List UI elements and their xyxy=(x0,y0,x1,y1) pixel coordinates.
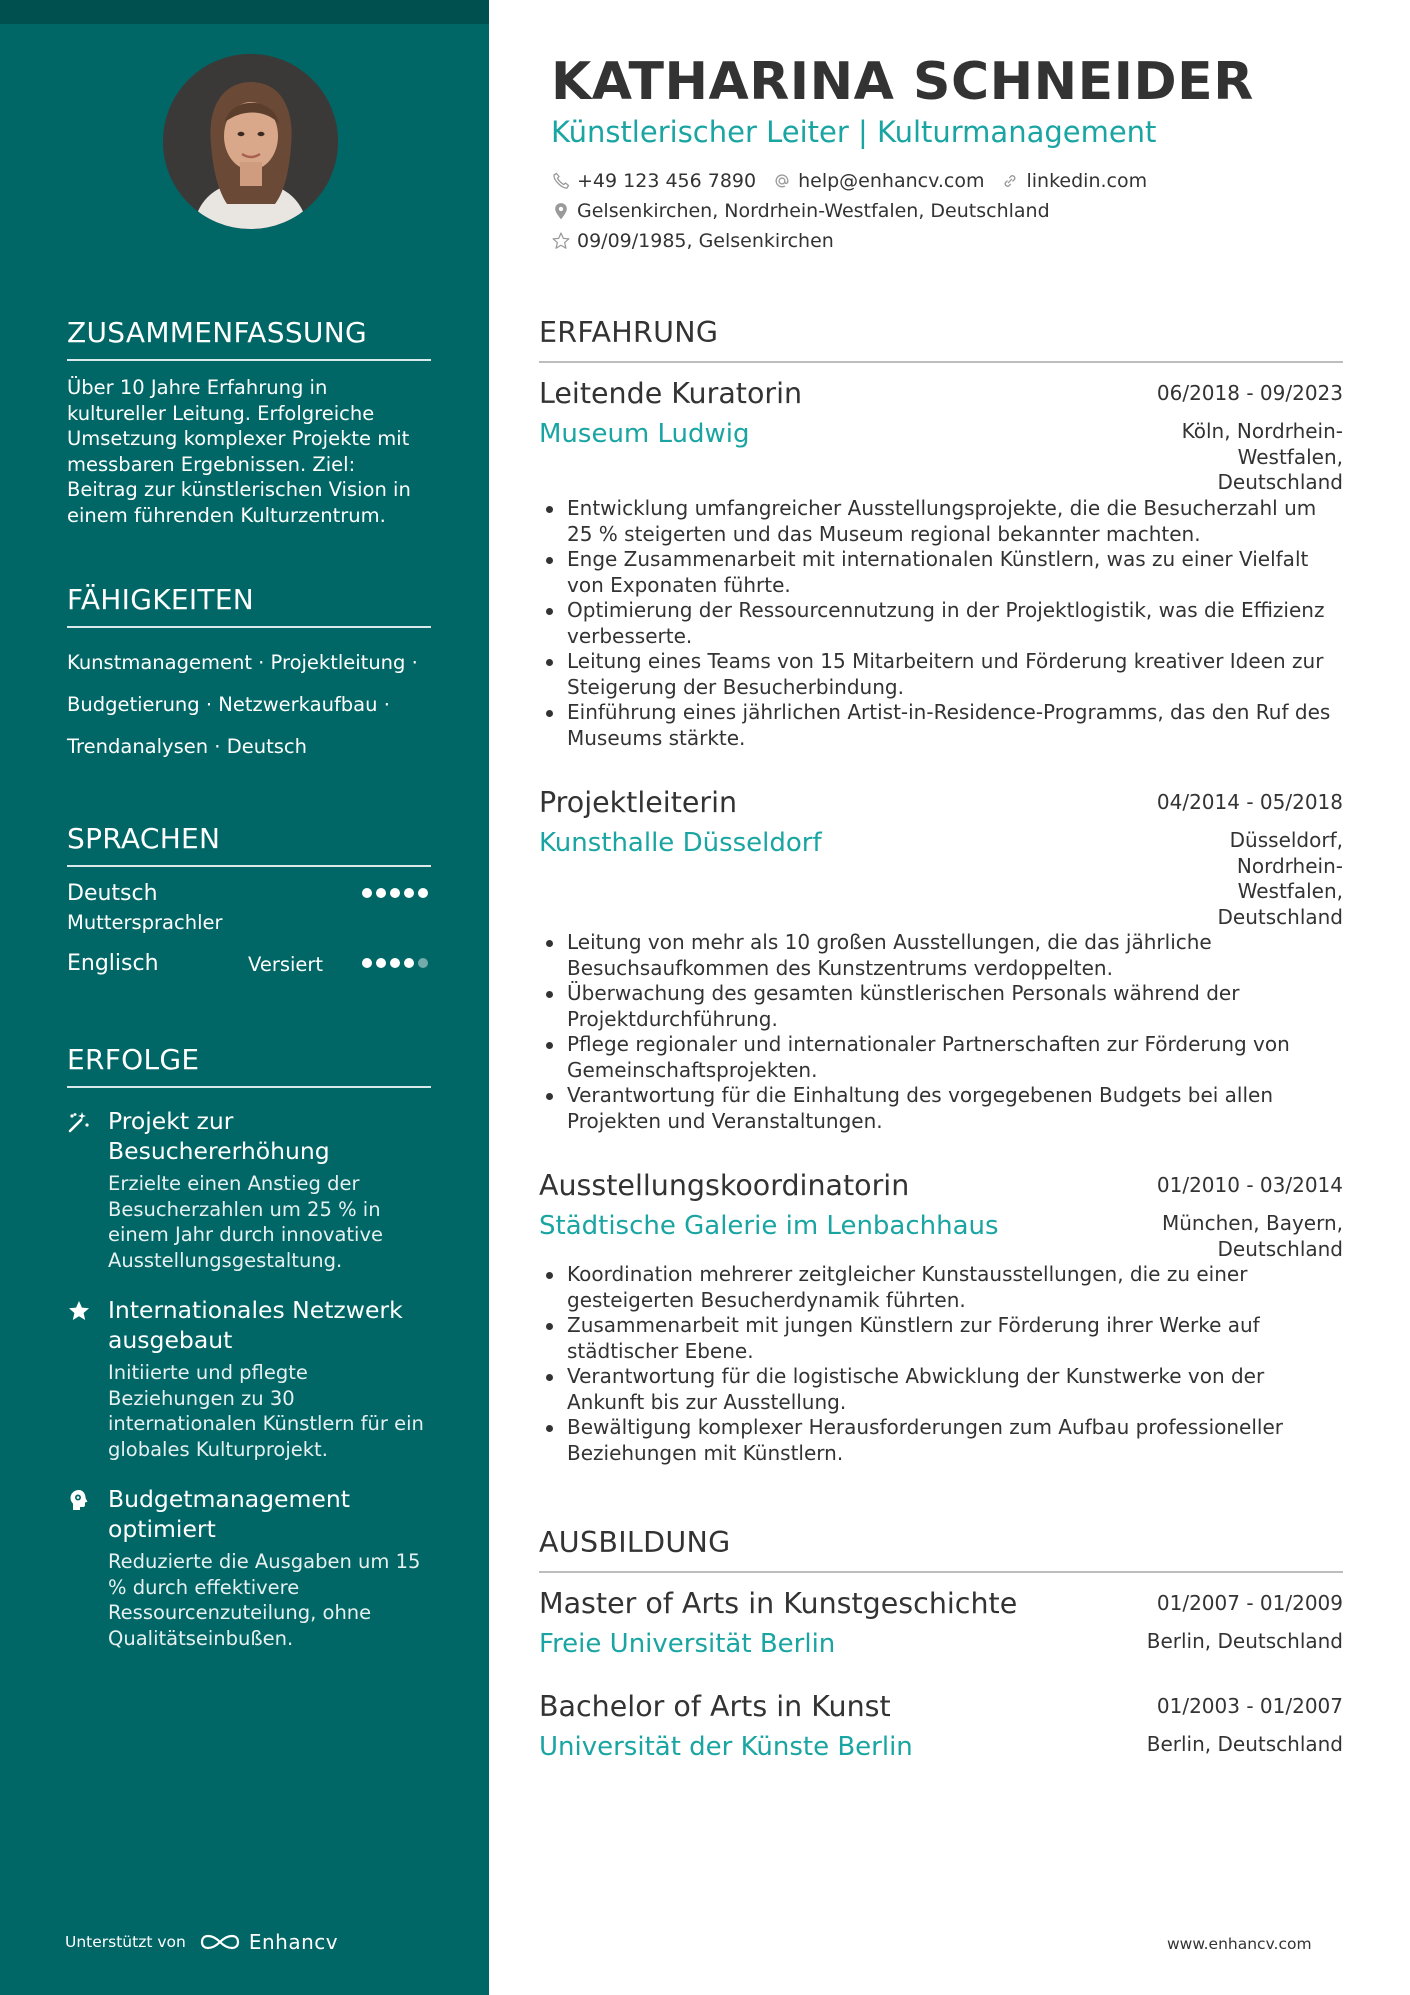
achievement-desc: Erzielte einen Anstieg der Besucherzahlen um 25 % in einem Jahr durch innovative Ausstellungsgestaltung. xyxy=(108,1172,383,1272)
avatar-portrait xyxy=(163,54,338,229)
skills-section xyxy=(67,583,431,768)
footer-website[interactable]: www.enhancv.com xyxy=(1167,1935,1312,1953)
job-entry xyxy=(539,1169,1343,1466)
job-header xyxy=(539,377,1343,419)
education-subheader xyxy=(539,1629,1343,1659)
location-line: Westfalen, xyxy=(1237,444,1343,469)
job-subheader xyxy=(539,1211,1343,1262)
link-icon xyxy=(1000,171,1020,191)
language-rating xyxy=(362,958,428,970)
achievement-desc: Reduzierte die Ausgaben um 15 % durch effektivere Ressourcenzuteilung, ohne Qualitätseinbußen. xyxy=(108,1550,421,1650)
language-item xyxy=(67,937,431,1007)
location-line: Köln, Nordrhein- xyxy=(1181,419,1343,443)
achievement-item xyxy=(67,1106,431,1273)
job-subheader xyxy=(539,828,1343,930)
location-text: Gelsenkirchen, Nordrhein-Westfalen, Deutschland xyxy=(577,200,1050,222)
location-line: Düsseldorf, xyxy=(1229,828,1343,852)
skills-heading: FÄHIGKEITEN xyxy=(67,583,431,628)
link-text[interactable]: linkedin.com xyxy=(1026,170,1148,192)
location-line: München, Bayern, xyxy=(1162,1211,1343,1235)
language-level: Muttersprachler xyxy=(67,911,223,934)
job-bullet: Verantwortung für die logistische Abwicklung der Kunstwerke von der Ankunft bis zur Ausstellung. xyxy=(539,1364,1343,1415)
achievements-section xyxy=(67,1043,431,1651)
enhancv-logo-icon xyxy=(198,1930,243,1954)
job-bullets xyxy=(539,1262,1343,1466)
job-bullet: Pflege regionaler und internationaler Partnerschaften zur Förderung von Gemeinschaftsprojekten. xyxy=(539,1032,1343,1083)
profile-photo xyxy=(163,54,338,229)
phone-icon xyxy=(551,171,571,191)
location-line: Nordrhein- xyxy=(1236,853,1343,878)
location-line: Deutschland xyxy=(1217,904,1343,929)
location-line: Deutschland xyxy=(1217,470,1343,494)
candidate-name: KATHARINA SCHNEIDER xyxy=(551,52,1254,112)
education-heading: AUSBILDUNG xyxy=(539,1526,1343,1573)
job-dates: 04/2014 - 05/2018 xyxy=(1156,790,1343,814)
job-entry xyxy=(539,786,1343,1134)
job-bullet: Einführung eines jährlichen Artist-in-Residence-Programms, das den Ruf des Museums stärkte. xyxy=(539,700,1343,751)
job-header xyxy=(539,1169,1343,1211)
job-company: Städtische Galerie im Lenbachhaus xyxy=(539,1211,999,1241)
rating-dot xyxy=(418,888,428,898)
language-rating xyxy=(362,888,428,900)
job-role: Ausstellungskoordinatorin xyxy=(539,1169,910,1202)
job-bullet: Bewältigung komplexer Herausforderungen zum Aufbau professioneller Beziehungen mit Künstlern. xyxy=(539,1415,1343,1466)
magic-wand-icon xyxy=(67,1110,91,1134)
rating-dot xyxy=(404,888,414,898)
star-icon xyxy=(67,1299,91,1323)
job-dates: 06/2018 - 09/2023 xyxy=(1156,381,1343,405)
head-brain-icon xyxy=(67,1488,91,1512)
job-entry xyxy=(539,377,1343,751)
education-location: Berlin, Deutschland xyxy=(1146,1732,1343,1756)
job-bullet: Koordination mehrerer zeitgleicher Kunstausstellungen, die zu einer gesteigerten Besucherdynamik führten. xyxy=(539,1262,1343,1313)
candidate-title: Künstlerischer Leiter | Kulturmanagement xyxy=(551,115,1157,149)
location-pin-icon xyxy=(551,201,571,221)
languages-heading: SPRACHEN xyxy=(67,822,431,867)
sidebar-top-band xyxy=(0,0,489,24)
job-location xyxy=(1162,1211,1343,1262)
experience-heading: ERFAHRUNG xyxy=(539,316,1343,363)
contact-email[interactable] xyxy=(772,170,984,192)
education-subheader xyxy=(539,1732,1343,1762)
education-degree: Bachelor of Arts in Kunst xyxy=(539,1690,891,1723)
birth-text: 09/09/1985, Gelsenkirchen xyxy=(577,230,834,252)
job-location xyxy=(1218,828,1344,930)
contact-phone xyxy=(551,170,756,192)
achievement-item xyxy=(67,1484,431,1651)
sidebar xyxy=(0,0,489,1995)
job-bullet: Überwachung des gesamten künstlerischen Personals während der Projektdurchführung. xyxy=(539,981,1343,1032)
rating-dot xyxy=(390,888,400,898)
powered-by xyxy=(65,1930,338,1954)
job-bullets xyxy=(539,930,1343,1134)
location-line: Deutschland xyxy=(1217,1236,1343,1261)
email-text[interactable]: help@enhancv.com xyxy=(798,170,985,192)
achievement-item xyxy=(67,1295,431,1462)
rating-dot xyxy=(362,958,372,968)
job-bullet: Optimierung der Ressourcennutzung in der Projektlogistik, was die Effizienz verbesserte. xyxy=(539,598,1343,649)
job-bullet: Leitung von mehr als 10 großen Ausstellungen, die das jährliche Besuchsaufkommen des Kunstzentrums verdoppelten. xyxy=(539,930,1343,981)
job-role: Projektleiterin xyxy=(539,786,738,819)
job-bullet: Leitung eines Teams von 15 Mitarbeitern und Förderung kreativer Ideen zur Steigerung der Besucherbindung. xyxy=(539,649,1343,700)
education-degree: Master of Arts in Kunstgeschichte xyxy=(539,1587,1018,1620)
education-location: Berlin, Deutschland xyxy=(1146,1629,1343,1653)
rating-dot xyxy=(376,888,386,898)
summary-text: Über 10 Jahre Erfahrung in kultureller Leitung. Erfolgreiche Umsetzung komplexer Projekte mit messbaren Ergebnissen. Ziel: Beitrag zur künstlerischen Vision in einem führenden Kulturzentrum. xyxy=(67,376,411,527)
achievement-title: Internationales Netzwerk ausgebaut xyxy=(108,1296,403,1354)
job-bullet: Entwicklung umfangreicher Ausstellungsprojekte, die die Besucherzahl um 25 % steigerten und das Museum regional bekannter machten. xyxy=(539,496,1343,547)
job-header xyxy=(539,786,1343,828)
location-line: Westfalen, xyxy=(1237,879,1343,903)
language-item xyxy=(67,867,431,937)
job-location xyxy=(1182,419,1343,496)
contact-link[interactable] xyxy=(1000,170,1147,192)
education-header xyxy=(539,1690,1343,1732)
education-entry xyxy=(539,1587,1343,1659)
job-subheader xyxy=(539,419,1343,496)
skills-line: Budgetierung · Netzwerkaufbau · xyxy=(67,693,390,716)
powered-by-brand: Enhancv xyxy=(248,1930,339,1954)
job-bullets xyxy=(539,496,1343,751)
job-dates: 01/2010 - 03/2014 xyxy=(1156,1173,1343,1197)
rating-dot xyxy=(418,958,428,968)
job-company: Museum Ludwig xyxy=(539,419,750,449)
rating-dot xyxy=(404,958,414,968)
powered-by-label: Unterstützt von xyxy=(65,1933,186,1951)
education-school: Freie Universität Berlin xyxy=(539,1629,836,1659)
rating-dot xyxy=(362,888,372,898)
achievements-heading: ERFOLGE xyxy=(67,1043,431,1088)
skills-list xyxy=(67,642,431,768)
contact-birth xyxy=(551,230,834,252)
education-school: Universität der Künste Berlin xyxy=(539,1732,913,1762)
achievement-title: Projekt zur Besuchererhöhung xyxy=(108,1107,330,1165)
skills-line: Kunstmanagement · Projektleitung · xyxy=(67,651,418,674)
job-bullet: Verantwortung für die Einhaltung des vorgegebenen Budgets bei allen Projekten und Veranstaltungen. xyxy=(539,1083,1343,1134)
summary-section xyxy=(67,316,431,528)
language-name: Englisch xyxy=(67,951,159,976)
achievement-desc: Initiierte und pflegte Beziehungen zu 30 internationalen Künstlern für ein globales Kulturprojekt. xyxy=(108,1361,424,1461)
star-outline-icon xyxy=(551,231,571,251)
job-role: Leitende Kuratorin xyxy=(539,377,803,410)
rating-dot xyxy=(390,958,400,968)
summary-heading: ZUSAMMENFASSUNG xyxy=(67,316,431,361)
achievement-title: Budgetmanagement optimiert xyxy=(108,1485,350,1543)
job-company: Kunsthalle Düsseldorf xyxy=(539,828,822,858)
job-bullet: Zusammenarbeit mit jungen Künstlern zur Förderung ihrer Werke auf städtischer Ebene. xyxy=(539,1313,1343,1364)
language-name: Deutsch xyxy=(67,881,158,906)
at-icon xyxy=(772,171,792,191)
education-header xyxy=(539,1587,1343,1629)
job-bullet: Enge Zusammenarbeit mit internationalen Künstlern, was zu einer Vielfalt von Exponaten führte. xyxy=(539,547,1343,598)
rating-dot xyxy=(376,958,386,968)
education-dates: 01/2003 - 01/2007 xyxy=(1156,1694,1343,1718)
education-entry xyxy=(539,1690,1343,1762)
contact-location xyxy=(551,200,1050,222)
skills-line: Trendanalysen · Deutsch xyxy=(67,735,307,758)
contact-row xyxy=(551,170,1163,192)
phone-text: +49 123 456 7890 xyxy=(577,170,757,192)
education-dates: 01/2007 - 01/2009 xyxy=(1156,1591,1343,1615)
language-level: Versiert xyxy=(248,953,324,976)
languages-section xyxy=(67,822,431,1007)
